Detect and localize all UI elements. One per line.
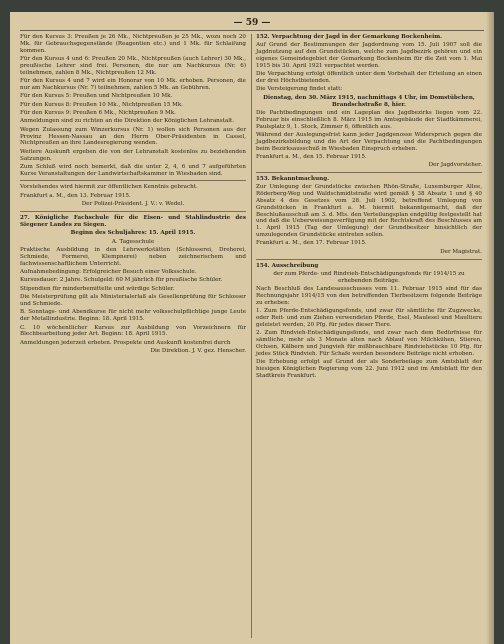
left-paragraph: Die Meisterprüfung gilt als Ministerialerlaß als Gesellenprüfung für Schlosser und Schmiede. <box>20 294 246 307</box>
left-paragraph: Praktische Ausbildung in den Lehrwerkstätten (Schlosserei, Dreherei, Schmiede, Formerei, Klempnerei) neben zeichnerischem und fachwissenschaftlichem Unterricht. <box>20 247 246 267</box>
left-paragraph: Anmeldungen sind zu richten an die Direktion der Königlichen Lehranstalt. <box>20 118 235 125</box>
left-paragraph: Kursusdauer: 2 Jahre. Schulgeld: 60 M jährlich für preußische Schüler. <box>20 277 223 284</box>
left-paragraph: Vorstehendes wird hiermit zur öffentlichen Kenntnis gebracht. <box>20 184 198 191</box>
left-paragraph: A. Tagesschule <box>111 238 155 245</box>
right-paragraph: Nach Beschluß des Landesausschusses vom 11. Februar 1915 sind für das Rechnungsjahr 1914/15 von den betreffenden Tierbesitzern folgende Beiträge zu erheben: <box>256 286 482 306</box>
right-paragraph: 1. Zum Pferde-Entschädigungsfonds, und zwar für sämtliche für Zugzwecke, oder Reit- und zum Ziehen verwendeten Pferde, Esel, Maulesel und Maultiere geleistet werden, 20 Pfg. für jedes dieser Tiere. <box>256 308 482 328</box>
right-paragraph: Die Erhebung erfolgt auf Grund der als Sonderbeilage zum Amtsblatt der hiesigen Königlichen Regierung vom 22. Juni 1912 und im Amtsblatt für den Stadtkreis Frankfurt. <box>256 358 482 379</box>
left-paragraph: Für den Kursus 3: Preußen je 26 Mk., Nichtpreußen je 25 Mk., wozu noch 20 Mk. für Gebrauchsgegenstände (Reagentien etc.) und 1 Mk. für Schlaiſung kommen. <box>20 34 246 54</box>
right-paragraph: Die Verpachtung erfolgt öffentlich unter dem Vorbehalt der Erteilung an einen der drei Höchstbietenden. <box>256 71 482 84</box>
left-paragraph: Für den Kursus 9: Preußen 6 Mk., Nichtpreußen 9 Mk. <box>20 109 176 116</box>
left-paragraph: Weitere Auskunft ergeben die von der Lehranstalt kostenlos zu beziehenden Satzungen. <box>20 148 246 162</box>
left-paragraph: Der Polizei-Präsident. J. V.: v. Wedel. <box>81 201 185 208</box>
right-paragraph: 2. Zum Rindvieh-Entschädigungsfonds, und zwar nach dem Bedürfnisse für sämtliche, mehr als 3 Monate alten nach Ablauf von Milchkühen, Stieren, Ochsen, Kälbern und Jungvieh für mißbrauchbare Rindviehstücke 10 Pfg. für jedes Stück Rindvieh. Für Schafe werden besondere Beiträge nicht erhoben. <box>256 330 482 357</box>
right-paragraph: Frankfurt a. M., den 15. Februar 1915. <box>256 153 367 160</box>
right-paragraph: Der Magistrat. <box>440 248 482 255</box>
page-number: — 59 — <box>233 18 271 28</box>
right-paragraph: der zum Pferde- und Rindvieh-Entschädigungsfonds für 1914/15 zu erhebenden Beiträge. <box>273 271 465 284</box>
right-paragraph: 152. Verpachtung der Jagd in der Gemarkung Bockenheim. <box>256 34 443 40</box>
left-paragraph: Für den Kursus 4 und 7 wird ein Honorar von 10 Mk. erhoben. Personen, die nur am Nachkursus (Nr. 7) teilnehmen, zahlen 5 Mk. an Gebühren. <box>20 77 246 91</box>
document-page <box>10 12 494 644</box>
left-paragraph: Frankfurt a. M., den 13. Februar 1915. <box>20 192 131 199</box>
section-separator <box>20 211 246 212</box>
right-column <box>256 34 482 381</box>
section-separator <box>20 180 246 181</box>
section-separator <box>256 172 482 173</box>
left-paragraph: Stipendien für minderbemittelte und würdige Schüler. <box>20 285 175 292</box>
right-paragraph: 153. Bekanntmachung. <box>256 176 330 183</box>
right-paragraph: Die Pachtbedingungen und ein Lageplan des Jagdbezirks liegen vom 22. Februar bis einschließlich 8. März 1915 im Amtsgebäude der Stadtkämmerei, Paulsplatz 9, 1. Stock, Zimmer 6, öffentlich aus. <box>256 109 482 130</box>
left-paragraph: Für den Kursus 8: Preußen 10 Mk., Nichtpreußen 15 Mk. <box>20 101 184 108</box>
right-paragraph: Der Jagdvorsteher. <box>428 162 482 169</box>
left-paragraph: Anmeldungen jederzeit erbeten. Prospekte und Auskunft kostenfrei durch <box>20 339 231 346</box>
left-column <box>20 34 246 357</box>
right-paragraph: Die Versteigerung findet statt: <box>256 86 343 93</box>
page-edge-shadow <box>486 12 494 644</box>
left-paragraph: Zum Schluß wird noch bemerkt, daß die unter 2, 4, 6 und 7 aufgeführten Kurse Veranstaltungen der Landwirtschaftskammer in Wiesbaden sind. <box>20 163 246 177</box>
left-paragraph: C. 10 wöchentlicher Kursus zur Ausbildung von Vorzeichnern für Blechbearbeitung jeder Art. Beginn: 18. April 1915. <box>20 324 246 338</box>
left-paragraph: 27. Königliche Fachschule für die Eisen- und Stahlindustrie des Siegener Landes zu Siegen. <box>20 215 246 228</box>
section-separator <box>256 259 482 260</box>
header-rule <box>20 30 484 31</box>
right-paragraph: Während der Auslegungsfrist kann jeder Jagdgenosse Widerspruch gegen die Jagdbezirksbildung und die Art der Verpachtung und die Pachtbedingungen beim Bezirksausschuß in Wiesbaden Einspruch erheben. <box>256 131 482 152</box>
right-paragraph: Frankfurt a. M., den 17. Februar 1915. <box>256 240 367 247</box>
left-paragraph: Aufnahmebedingung: Erfolgreicher Besuch einer Volksschule. <box>20 269 197 276</box>
left-paragraph: Für den Kursus 5: Preußen und Nichtpreußen 10 Mk. <box>20 93 173 100</box>
left-paragraph: Beginn des Schuljahres: 15. April 1915. <box>70 230 196 237</box>
left-paragraph: Die Direktion. J. V. gez. Henscher. <box>150 348 246 355</box>
right-paragraph: 154. Ausschreibung <box>256 262 319 269</box>
left-paragraph: Für den Kursus 4 und 6: Preußen 20 Mk., Nichtpreußen (auch Lehrer) 30 Mk., preußische Lehrer sind frei. Personen, die nur am Nachkursus (Nr. 6) teilnehmen, zahlen 8 Mk., Nichtpreußen 12 Mk. <box>20 55 246 76</box>
right-paragraph: Auf Grund der Bestimmungen der Jagdordnung vom 15. Juli 1907 soll die Jagdnutzung auf den Grundstücken, welche zum Jagdbezirk gehören und ein eigenes Gemeindegebiet der Gemarkung Bockenheim für die Zeit vom 1. Mai 1915 bis 30. April 1921 verpachtet werden. <box>256 42 482 69</box>
column-divider <box>251 34 252 638</box>
left-paragraph: Wegen Zulassung zum Winzerkursus (Nr. 1) wollen sich Personen aus der Provinz Hessen-Nassau an den Herrn Ober-Präsidenten in Cassel, Nichtpreußen an ihre Landesregierung wenden. <box>20 126 246 147</box>
left-paragraph: B. Sonntags- und Abendkurse für nicht mehr volksschulpflichtige junge Leute der Metallindustrie. Beginn: 18. April 1915. <box>20 309 246 323</box>
right-paragraph: Dienstag, den 30. März 1915, nachmittags 4 Uhr, im Domstübchen, Brandschstraße 8, hier. <box>263 94 475 108</box>
right-paragraph: Zur Umlegung der Grundstücke zwischen Rhön-Straße, Luxemburger Allee, Röderberg-Weg und Waldschmidtstraße wird gemäß § 38 Absatz 1 und § 40 Absatz 4 des Gesetzes vom 28. Juli 1902, betreffend Umlegung von Grundstücken in Frankfurt a. M. hiermit bekanntgemacht, daß der Beschlußausschuß am 3. d. Mts. den Verteilungsplan endgültig festgestellt hat und daß die Ueberweisungsverfügung mit der Rechtskraft des Beschlusses am 1. April 1915 (Tag der Umlegung) der Grundbesitzer hinsichtlich der umzulegenden Grundstücke eintreten sollen. <box>256 184 482 239</box>
